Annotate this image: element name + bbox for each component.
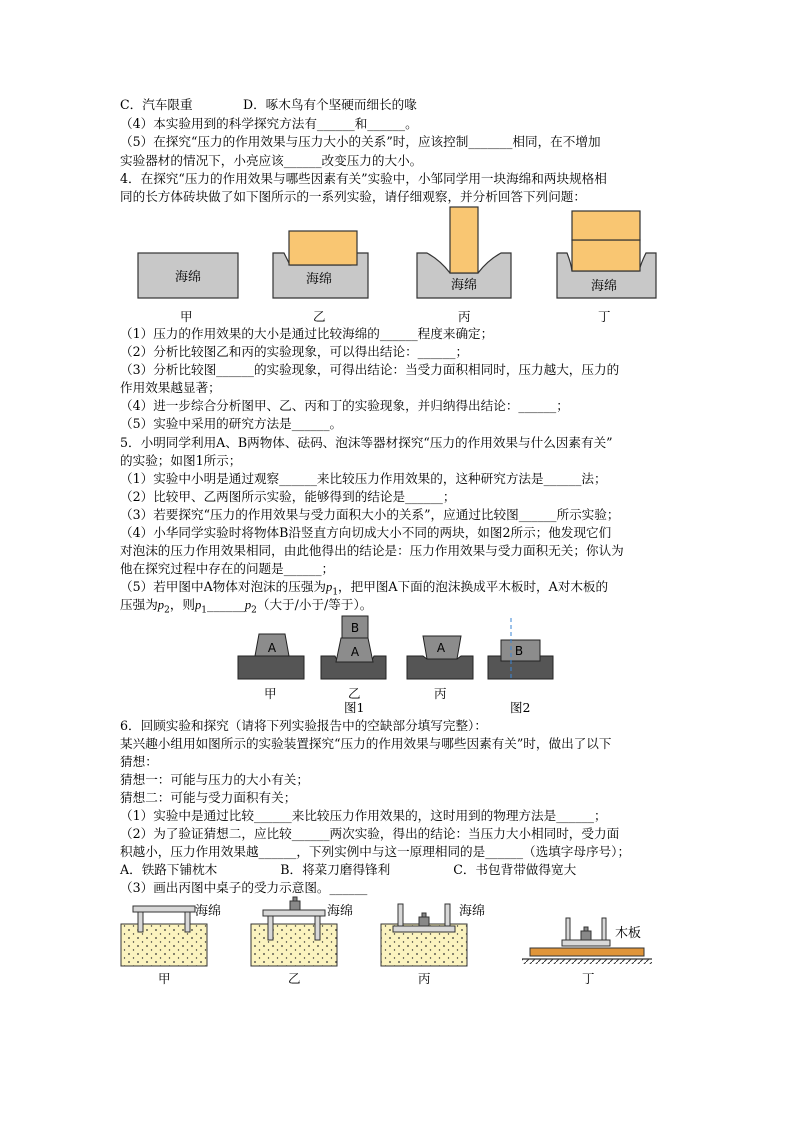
q6-sponge-label-bing: 海绵 [459,904,486,919]
q6-intro-line2: 猜想： [120,754,158,769]
brick-yi [289,231,357,265]
weight-knob-ding [584,927,588,931]
q6-caption-ding: 丁 [582,971,595,986]
q5-part5-line2-prefix: 压强为 [120,597,158,612]
q6-part2-line1: （2）为了验证猜想二，应比较______两次实验，得出的结论：当压力大小相同时，受力面 [120,826,620,841]
q6-caption-jia: 甲 [158,971,171,986]
table-leg-right-ding [602,918,606,940]
q4-part1: （1）压力的作用效果的大小是通过比较海绵的______程度来确定； [120,326,494,341]
q5-part2: （2）比较甲、乙两图所示实验，能够得到的结论是______； [120,489,456,504]
q5-part5-line2-end: （大于/小于/等于）。 [256,597,373,612]
q5-part3: （3）若要探究“压力的作用效果与受力面积大小的关系”，应通过比较图______所示实验； [120,507,620,522]
p1-subscript-repeat: 1 [201,605,208,616]
block-a-label-yi: A [350,645,360,659]
q6-hypothesis-1: 猜想一：可能与压力的大小有关； [120,772,309,787]
block-a-label-jia: A [267,641,277,655]
table-leg-right-jia [185,912,190,932]
q6-caption-bing: 丙 [418,971,431,986]
sponge-label-ding: 海绵 [590,279,618,294]
q5-fig1-label: 图1 [344,700,365,715]
table-leg-left-yi [268,916,273,940]
table-leg-left-jia [138,912,143,932]
block-a-label-bing: A [436,641,446,655]
q3-part4: （4）本实验用到的科学探究方法有______和______。 [120,116,418,131]
q5-part5-line2-mid: ，则 [169,597,195,612]
q4-caption-yi: 乙 [313,309,326,324]
pressure-symbol-p2: p [157,598,165,612]
comparison-blank: ______ [207,597,245,612]
q5-fig2-label: 图2 [510,700,531,715]
q3-option-c-d: C．汽车限重 D．啄木鸟有个坚硬而细长的喙 [120,97,417,112]
brick-bing [450,207,478,273]
pressure-symbol-p1-repeat: p [195,598,202,612]
q5-caption-bing: 丙 [434,686,447,701]
weight-knob-bing [422,913,426,917]
p1-subscript: 1 [332,587,339,598]
table-top-yi [263,910,325,916]
table-top-bing [393,926,455,932]
pressure-symbol-p1: p [326,580,333,594]
weight-knob-yi [293,897,297,901]
q4-caption-bing: 丙 [458,309,471,324]
weight-ding [581,931,591,940]
table-leg-right-yi [315,916,320,940]
sponge-yi-q6 [251,924,337,966]
q4-stem-line1: 4．在探究“压力的作用效果与哪些因素有关”实验中，小邹同学用一块海绵和两块规格相 [120,171,607,186]
q5-part1: （1）实验中小明是通过观察______来比较压力作用效果的，这种研究方法是______法； [120,471,607,486]
q6-hypothesis-2: 猜想二：可能与受力面积有关； [120,790,297,805]
q6-sponge-label-jia: 海绵 [195,904,222,919]
q5-part5-middle: ，把甲图A下面的泡沫换成平木板时，A对木板的 [338,579,609,594]
weight-bing [419,917,429,926]
q5-stem-line2: 的实验；如图1所示； [120,453,242,468]
brick-ding-upper [572,211,640,240]
q3-part5-line1: （5）在探究“压力的作用效果与压力大小的关系”时，应该控制_______相同，在不增加 [120,134,601,149]
q6-part2-line2: 积越小，压力作用效果越______，下列实例中与这一原理相同的是______（选填字母序号）； [120,844,631,859]
q3-part5-line2: 实验器材的情况下，小亮应该______改变压力的大小。 [120,153,423,168]
q5-part4-line2: 对泡沫的压力作用效果相同，由此他得出的结论是：压力作用效果与受力面积无关；你认为 [120,543,624,558]
q5-part4-line1: （4）小华同学实验时将物体B沿竖直方向切成大小不同的两块，如图2所示；他发现它们 [120,525,612,540]
q5-stem-line1: 5．小明同学利用A、B两物体、砝码、泡沫等器材探究“压力的作用效果与什么因素有关” [120,435,613,450]
table-top-jia [133,906,195,912]
q5-figure [235,612,565,684]
sponge-label-jia: 海绵 [174,270,202,285]
q5-caption-yi: 乙 [348,686,361,701]
foam-jia [238,656,304,679]
q4-caption-jia: 甲 [180,309,193,324]
table-leg-right-bing [445,904,450,926]
q4-caption-ding: 丁 [598,309,611,324]
q6-stem: 6．回顾实验和探究（请将下列实验报告中的空缺部分填写完整）： [120,718,487,733]
q4-part5: （5）实验中采用的研究方法是______。 [120,416,343,431]
q6-sponge-label-yi: 海绵 [327,904,354,919]
weight-yi [290,901,300,910]
p2-subscript-repeat: 2 [251,605,257,616]
q4-figure [120,205,680,325]
q6-board-label: 木板 [615,926,642,941]
q4-part3-line1: （3）分析比较图______的实验现象，可得出结论：当受力面积相同时，压力越大，压力的 [120,362,620,377]
block-b-label-yi: B [350,621,360,635]
ground-hatch [522,959,652,964]
q4-stem-line2: 同的长方体砖块做了如下图所示的一系列实验，请仔细观察，并分析回答下列问题： [120,189,586,204]
pressure-symbol-p2-repeat: p [244,598,252,612]
q5-part5-prefix: （5）若甲图中A物体对泡沫的压强为 [120,579,327,594]
q6-part3: （3）画出丙图中桌子的受力示意图。______ [120,880,368,895]
block-b-label-fig2: B [514,644,524,658]
q4-part3-line2: 作用效果越显著； [120,380,221,395]
q6-caption-yi: 乙 [288,971,301,986]
q6-part1: （1）实验中是通过比较______来比较压力作用效果的，这时用到的物理方法是______； [120,808,607,823]
brick-ding-lower [572,240,640,271]
sponge-label-yi: 海绵 [305,272,333,287]
q5-part4-line3: 他在探究过程中存在的问题是______； [120,561,335,576]
q4-part4: （4）进一步综合分析图甲、乙、丙和丁的实验现象，并归纳得出结论：______； [120,398,569,413]
table-leg-left-ding [566,918,570,940]
wood-board [530,948,644,956]
table-top-ding [562,940,610,946]
q5-caption-jia: 甲 [264,686,277,701]
q4-part2: （2）分析比较图乙和丙的实验现象，可以得出结论：______； [120,344,469,359]
q6-intro-line1: 某兴趣小组用如图所示的实验装置探究“压力的作用效果与哪些因素有关”时，做出了以下 [120,736,612,751]
sponge-jia-q6 [121,924,207,966]
sponge-label-bing: 海绵 [450,278,478,293]
q6-options: A．铁路下铺枕木 B．将菜刀磨得锋利 C．书包背带做得宽大 [120,862,577,877]
table-leg-left-bing [398,904,403,926]
p2-subscript: 2 [164,605,170,616]
